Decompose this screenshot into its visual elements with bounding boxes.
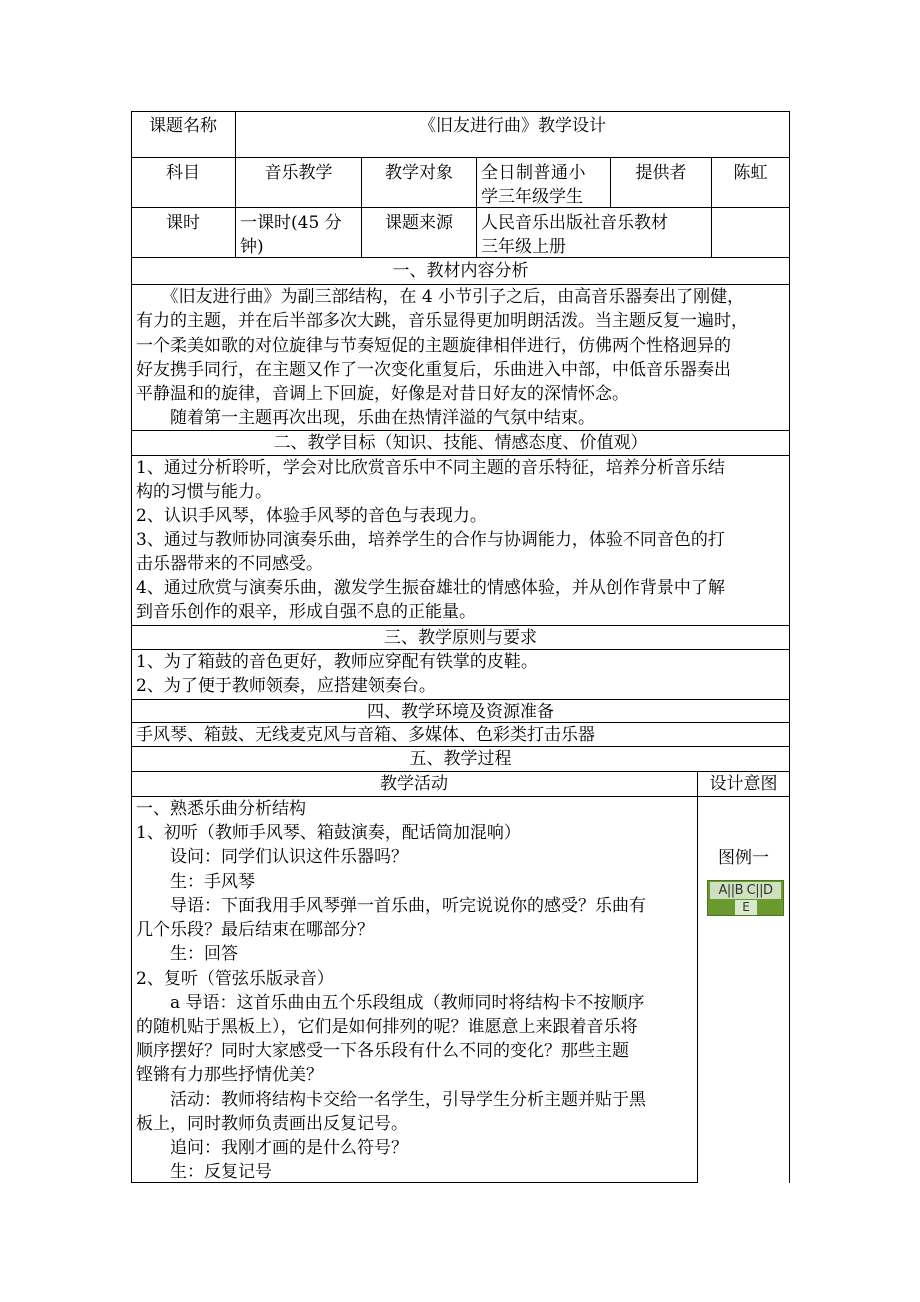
topic-value: 《旧友进行曲》教学设计 [419,116,606,136]
text-line: 1、初听（教师手风琴、箱鼓演奏，配话筒加混响） [136,823,521,843]
duration-label: 课时 [166,213,200,233]
audience-value-2: 学三年级学生 [481,187,583,207]
subject-value: 音乐教学 [264,163,333,183]
audience-label: 教学对象 [385,163,453,183]
rule [476,157,477,258]
text-line: 4、通过欣赏与演奏乐曲，激发学生振奋雄壮的情感体验，并从创作背景中了解 [136,578,725,598]
rule [131,157,790,158]
text-line: 3、通过与教师协同演奏乐曲，培养学生的合作与协调能力，体验不同音色的打 [136,530,725,550]
table-border-top [131,111,790,112]
topic-label: 课题名称 [149,116,217,136]
section5-title: 五、教学过程 [409,749,512,769]
section4-title: 四、教学环境及资源准备 [367,702,554,722]
text-line: 1、通过分析聆听，学会对比欣赏音乐中不同主题的音乐特征，培养分析音乐结 [136,458,725,478]
section4-body: 手风琴、箱鼓、无线麦克风与音箱、多媒体、色彩类打击乐器 [136,725,595,745]
column-header-intent: 设计意图 [709,774,778,794]
text-line: 随着第一主题再次出现，乐曲在热情洋溢的气氛中结束。 [136,408,595,428]
text-line: 一、熟悉乐曲分析结构 [136,799,306,819]
text-line: 生：回答 [136,944,238,964]
column-header-activity: 教学活动 [380,774,448,794]
audience-value-1: 全日制普通小 [481,163,586,183]
duration-value-1: 一课时(45 分 [240,213,342,233]
structure-card-text: A||B C||D [710,882,781,899]
text-line: 好友携手同行，在主题又作了一次变化重复后，乐曲进入中部，中低音乐器奏出 [136,360,731,380]
text-line: 追问：我刚才画的是什么符号？ [136,1138,408,1158]
rule [131,207,790,208]
figure-label: 图例一 [718,848,769,868]
text-line: 铿锵有力那些抒情优美？ [136,1065,323,1085]
text-line: 击乐器带来的不同感受。 [136,554,323,574]
rule [697,771,698,1183]
section1-title: 一、教材内容分析 [392,261,529,281]
text-line: 1、为了箱鼓的音色更好，教师应穿配有铁掌的皮鞋。 [136,652,538,672]
structure-card-e: E [735,900,757,915]
text-line: a 导语：这首乐曲由五个乐段组成（教师同时将结构卡不按顺序 [136,993,645,1013]
text-line: 几个乐段？最后结束在哪部分？ [136,920,374,940]
section2-title: 二、教学目标（知识、技能、情感态度、价值观） [273,433,648,453]
text-line: 的随机贴于黑板上），它们是如何排列的呢？谁愿意上来跟着音乐将 [136,1017,638,1037]
section3-title: 三、教学原则与要求 [384,628,537,648]
text-line: 生：反复记号 [136,1162,272,1182]
text-line: 顺序摆好？同时大家感受一下各乐段有什么不同的变化？那些主题 [136,1041,629,1061]
text-line: 《旧友进行曲》为副三部结构，在 4 小节引子之后，由高音乐器奏出了刚健， [136,287,745,307]
source-label: 课题来源 [385,213,453,233]
duration-value-2: 钟) [240,237,264,257]
source-value-2: 三年级上册 [481,237,566,257]
provider-label: 提供者 [635,163,687,183]
text-line: 平静温和的旋律，音调上下回旋，好像是对昔日好友的深情怀念。 [136,384,629,404]
text-line: 有力的主题，并在后半部多次大跳，音乐显得更加明朗活泼。当主题反复一遍时， [136,311,748,331]
text-line: 2、认识手风琴，体验手风琴的音色与表现力。 [136,506,487,526]
text-line: 设问：同学们认识这件乐器吗？ [136,847,408,867]
text-line: 一个柔美如歌的对位旋律与节奏短促的主题旋律相伴进行，仿佛两个性格迥异的 [136,336,731,356]
subject-label: 科目 [166,163,200,183]
source-value-1: 人民音乐出版社音乐教材 [481,213,668,233]
text-line: 板上，同时教师负责画出反复记号。 [136,1114,408,1134]
text-line: 生：手风琴 [136,872,255,892]
text-line: 2、复听（管弦乐版录音） [136,969,334,989]
text-line: 导语：下面我用手风琴弹一首乐曲，听完说说你的感受？乐曲有 [136,896,646,916]
text-line: 活动：教师将结构卡交给一名学生，引导学生分析主题并贴于黑 [136,1090,646,1110]
provider-value: 陈虹 [733,163,768,183]
text-line: 构的习惯与能力。 [136,482,272,502]
text-line: 2、为了便于教师领奏，应搭建领奏台。 [136,676,436,696]
structure-card-image [707,880,784,916]
text-line: 到音乐创作的艰辛，形成自强不息的正能量。 [136,602,476,622]
